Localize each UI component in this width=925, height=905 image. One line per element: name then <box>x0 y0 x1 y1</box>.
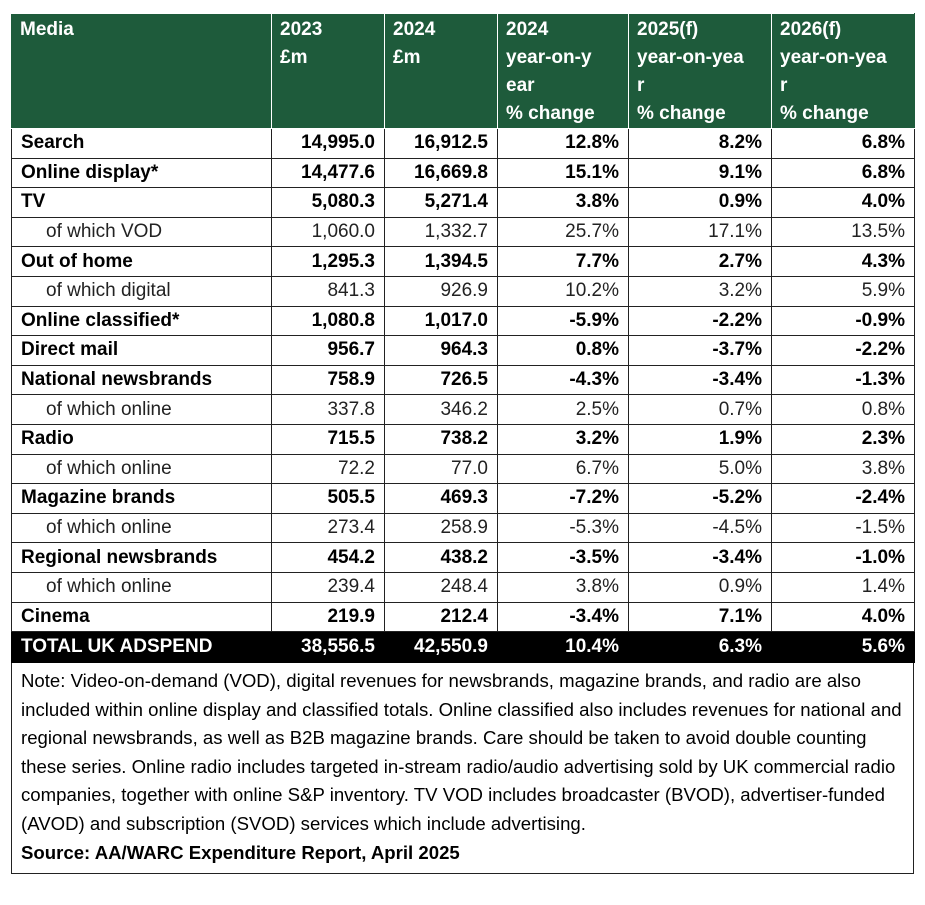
header-cell: 2024 £m <box>385 14 498 129</box>
value-cell: 956.7 <box>272 336 385 366</box>
value-cell: -5.3% <box>498 513 629 543</box>
value-cell: 4.0% <box>772 602 915 632</box>
value-cell: 8.2% <box>629 129 772 159</box>
value-cell: 38,556.5 <box>272 632 385 663</box>
row-label: of which VOD <box>12 217 272 247</box>
value-cell: 0.8% <box>498 336 629 366</box>
value-cell: 841.3 <box>272 276 385 306</box>
value-cell: 258.9 <box>385 513 498 543</box>
value-cell: -3.4% <box>629 365 772 395</box>
value-cell: 3.2% <box>629 276 772 306</box>
value-cell: 964.3 <box>385 336 498 366</box>
value-cell: 6.7% <box>498 454 629 484</box>
value-cell: 1,394.5 <box>385 247 498 277</box>
value-cell: 4.0% <box>772 188 915 218</box>
value-cell: -7.2% <box>498 484 629 514</box>
header-row <box>12 14 915 129</box>
row-label: TV <box>12 188 272 218</box>
table-row <box>12 306 915 336</box>
value-cell: 17.1% <box>629 217 772 247</box>
value-cell: 1,295.3 <box>272 247 385 277</box>
table-body <box>12 129 915 663</box>
table-row <box>12 484 915 514</box>
table-row <box>12 188 915 218</box>
value-cell: -3.7% <box>629 336 772 366</box>
value-cell: 7.7% <box>498 247 629 277</box>
value-cell: 5,271.4 <box>385 188 498 218</box>
value-cell: 2.3% <box>772 424 915 454</box>
value-cell: -3.5% <box>498 543 629 573</box>
value-cell: 2.5% <box>498 395 629 425</box>
table-row <box>12 424 915 454</box>
value-cell: 5.9% <box>772 276 915 306</box>
value-cell: 738.2 <box>385 424 498 454</box>
value-cell: -2.2% <box>629 306 772 336</box>
value-cell: 5.6% <box>772 632 915 663</box>
value-cell: 3.2% <box>498 424 629 454</box>
header-cell: 2023 £m <box>272 14 385 129</box>
value-cell: 6.8% <box>772 129 915 159</box>
value-cell: 239.4 <box>272 572 385 602</box>
row-label: of which online <box>12 454 272 484</box>
value-cell: -0.9% <box>772 306 915 336</box>
value-cell: 926.9 <box>385 276 498 306</box>
value-cell: 273.4 <box>272 513 385 543</box>
sub-row <box>12 217 915 247</box>
value-cell: 12.8% <box>498 129 629 159</box>
value-cell: 25.7% <box>498 217 629 247</box>
sub-row <box>12 276 915 306</box>
row-label: Out of home <box>12 247 272 277</box>
value-cell: -3.4% <box>498 602 629 632</box>
value-cell: 42,550.9 <box>385 632 498 663</box>
value-cell: 10.2% <box>498 276 629 306</box>
value-cell: 212.4 <box>385 602 498 632</box>
value-cell: 454.2 <box>272 543 385 573</box>
value-cell: 337.8 <box>272 395 385 425</box>
sub-row <box>12 454 915 484</box>
value-cell: 72.2 <box>272 454 385 484</box>
row-label: of which online <box>12 572 272 602</box>
value-cell: 726.5 <box>385 365 498 395</box>
row-label: Magazine brands <box>12 484 272 514</box>
value-cell: 0.7% <box>629 395 772 425</box>
value-cell: 14,477.6 <box>272 158 385 188</box>
value-cell: 9.1% <box>629 158 772 188</box>
value-cell: 5.0% <box>629 454 772 484</box>
value-cell: -1.3% <box>772 365 915 395</box>
sub-row <box>12 513 915 543</box>
table-row <box>12 129 915 159</box>
value-cell: 4.3% <box>772 247 915 277</box>
value-cell: 14,995.0 <box>272 129 385 159</box>
sub-row <box>12 572 915 602</box>
value-cell: 1.9% <box>629 424 772 454</box>
sub-row <box>12 395 915 425</box>
row-label: Radio <box>12 424 272 454</box>
header-cell: Media <box>12 14 272 129</box>
row-label: of which online <box>12 395 272 425</box>
value-cell: 715.5 <box>272 424 385 454</box>
value-cell: 3.8% <box>498 188 629 218</box>
note-text: Note: Video-on-demand (VOD), digital revenues for newsbrands, magazine brands, and radio are also included within online display and classified totals. Online classified also includes revenues for national and regional newsbrands, as well as B2B magazine brands. Care should be taken to avoid double counting these series. Online radio includes targeted in-stream radio/audio advertising sold by UK commercial radio companies, together with online S&P inventory. TV VOD includes broadcaster (BVOD), advertiser-funded (AVOD) and subscription (SVOD) services which include advertising. <box>21 670 902 835</box>
row-label: Online display* <box>12 158 272 188</box>
total-row <box>12 632 915 663</box>
row-label: of which digital <box>12 276 272 306</box>
row-label: TOTAL UK ADSPEND <box>12 632 272 663</box>
row-label: Online classified* <box>12 306 272 336</box>
value-cell: 1,332.7 <box>385 217 498 247</box>
value-cell: 1,080.8 <box>272 306 385 336</box>
value-cell: 469.3 <box>385 484 498 514</box>
value-cell: -4.5% <box>629 513 772 543</box>
table-row <box>12 602 915 632</box>
value-cell: 438.2 <box>385 543 498 573</box>
value-cell: 505.5 <box>272 484 385 514</box>
row-label: Cinema <box>12 602 272 632</box>
value-cell: 16,912.5 <box>385 129 498 159</box>
value-cell: 6.3% <box>629 632 772 663</box>
header-cell: 2026(f) year-on-yea r % change <box>772 14 915 129</box>
table-row <box>12 543 915 573</box>
value-cell: -5.2% <box>629 484 772 514</box>
value-cell: 2.7% <box>629 247 772 277</box>
adspend-table <box>11 13 915 663</box>
row-label: Direct mail <box>12 336 272 366</box>
value-cell: -5.9% <box>498 306 629 336</box>
table-row <box>12 336 915 366</box>
value-cell: 15.1% <box>498 158 629 188</box>
value-cell: 16,669.8 <box>385 158 498 188</box>
value-cell: -3.4% <box>629 543 772 573</box>
row-label: Regional newsbrands <box>12 543 272 573</box>
source-line: Source: AA/WARC Expenditure Report, April 2025 <box>21 841 460 863</box>
value-cell: 1,060.0 <box>272 217 385 247</box>
value-cell: 758.9 <box>272 365 385 395</box>
row-label: Search <box>12 129 272 159</box>
table-row <box>12 365 915 395</box>
value-cell: -1.0% <box>772 543 915 573</box>
row-label: of which online <box>12 513 272 543</box>
table-note <box>11 663 914 874</box>
value-cell: 5,080.3 <box>272 188 385 218</box>
header-cell: 2024 year-on-y ear % change <box>498 14 629 129</box>
value-cell: 3.8% <box>498 572 629 602</box>
value-cell: 6.8% <box>772 158 915 188</box>
value-cell: -4.3% <box>498 365 629 395</box>
value-cell: 1,017.0 <box>385 306 498 336</box>
value-cell: 3.8% <box>772 454 915 484</box>
value-cell: -1.5% <box>772 513 915 543</box>
value-cell: 0.9% <box>629 572 772 602</box>
value-cell: 219.9 <box>272 602 385 632</box>
value-cell: 346.2 <box>385 395 498 425</box>
table-row <box>12 247 915 277</box>
value-cell: 10.4% <box>498 632 629 663</box>
value-cell: 0.8% <box>772 395 915 425</box>
row-label: National newsbrands <box>12 365 272 395</box>
value-cell: 0.9% <box>629 188 772 218</box>
table-row <box>12 158 915 188</box>
value-cell: 7.1% <box>629 602 772 632</box>
value-cell: 13.5% <box>772 217 915 247</box>
header-cell: 2025(f) year-on-yea r % change <box>629 14 772 129</box>
value-cell: -2.4% <box>772 484 915 514</box>
value-cell: 248.4 <box>385 572 498 602</box>
value-cell: 77.0 <box>385 454 498 484</box>
adspend-table-container <box>11 13 914 874</box>
value-cell: 1.4% <box>772 572 915 602</box>
value-cell: -2.2% <box>772 336 915 366</box>
